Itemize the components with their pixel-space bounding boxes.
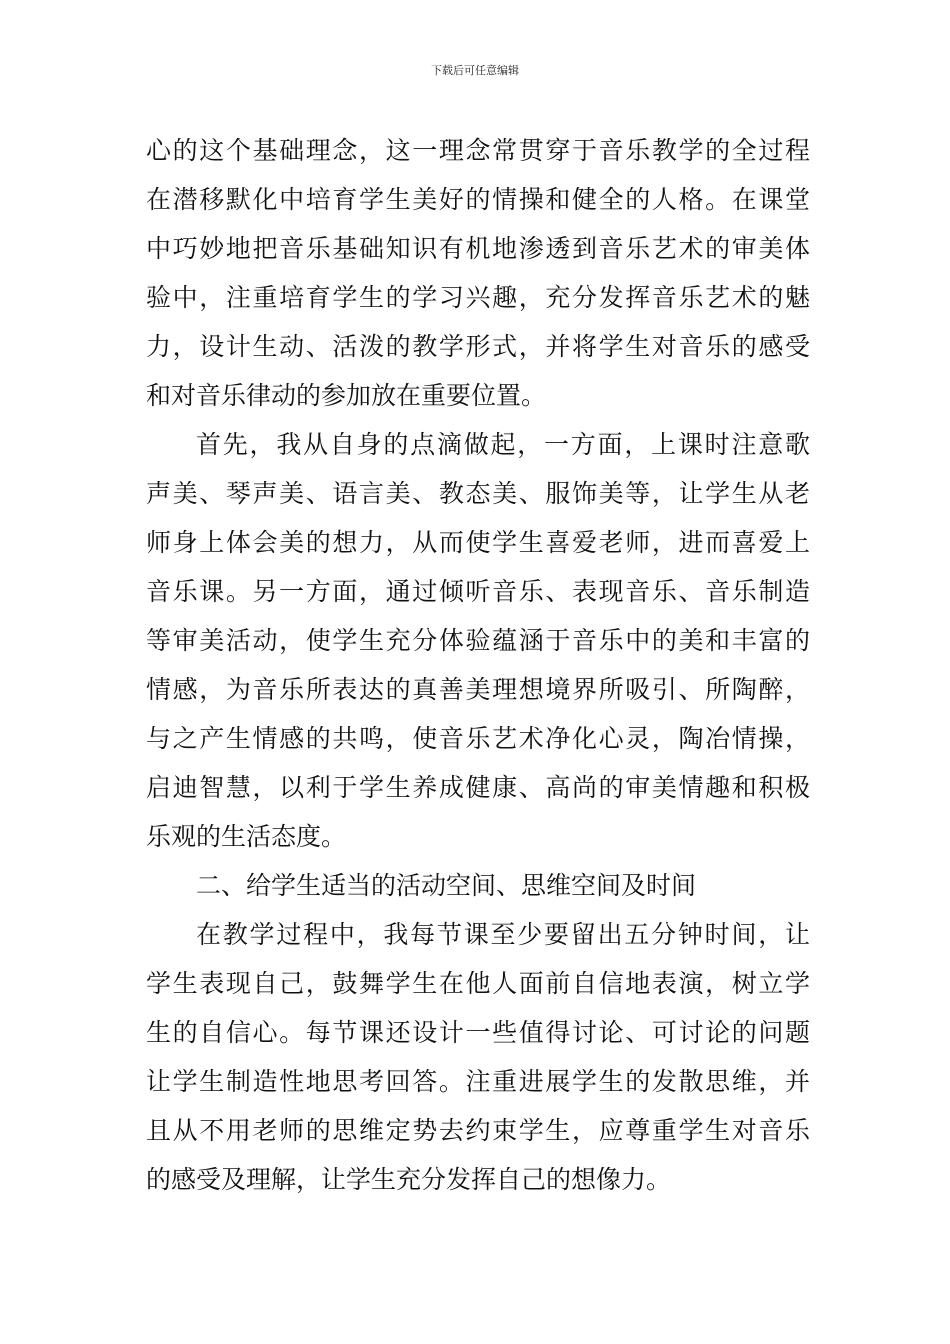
page-header: 下载后可任意编辑	[431, 64, 519, 77]
text-line: 和对音乐律动的参加放在重要位置。	[146, 381, 547, 410]
text-line: 在潜移默化中培育学生美好的情操和健全的人格。在课堂	[146, 185, 810, 214]
text-line: 的感受及理解，让学生充分发挥自己的想像力。	[146, 1165, 672, 1194]
text-line: 中巧妙地把音乐基础知识有机地渗透到音乐艺术的审美体	[146, 234, 810, 263]
text-line: 启迪智慧，以利于学生养成健康、高尚的审美情趣和积极	[146, 773, 810, 802]
text-line: 验中，注重培育学生的学习兴趣，充分发挥音乐艺术的魅	[146, 283, 810, 312]
text-line: 让学生制造性地思考回答。注重进展学生的发散思维，并	[146, 1067, 810, 1096]
paragraph-first-line: 在教学过程中，我每节课至少要留出五分钟时间，让	[196, 920, 810, 949]
section-heading: 二、给学生适当的活动空间、思维空间及时间	[196, 871, 697, 900]
text-line: 学生表现自己，鼓舞学生在他人面前自信地表演，树立学	[146, 969, 810, 998]
text-line: 心的这个基础理念，这一理念常贯穿于音乐教学的全过程	[146, 136, 810, 165]
text-line: 力，设计生动、活泼的教学形式，并将学生对音乐的感受	[146, 332, 810, 361]
text-line: 与之产生情感的共鸣，使音乐艺术净化心灵，陶冶情操，	[146, 724, 810, 753]
text-line: 音乐课。另一方面，通过倾听音乐、表现音乐、音乐制造	[146, 577, 810, 606]
text-line: 师身上体会美的想力，从而使学生喜爱老师，进而喜爱上	[146, 528, 810, 557]
document-body	[146, 126, 810, 1204]
paragraph-first-line: 首先，我从自身的点滴做起，一方面，上课时注意歌	[196, 430, 810, 459]
text-line: 乐观的生活态度。	[146, 822, 347, 851]
text-line: 声美、琴声美、语言美、教态美、服饰美等，让学生从老	[146, 479, 810, 508]
text-line: 且从不用老师的思维定势去约束学生，应尊重学生对音乐	[146, 1116, 810, 1145]
text-line: 等审美活动，使学生充分体验蕴涵于音乐中的美和丰富的	[146, 626, 810, 655]
text-line: 情感，为音乐所表达的真善美理想境界所吸引、所陶醉，	[146, 675, 810, 704]
text-line: 生的自信心。每节课还设计一些值得讨论、可讨论的问题	[146, 1018, 810, 1047]
